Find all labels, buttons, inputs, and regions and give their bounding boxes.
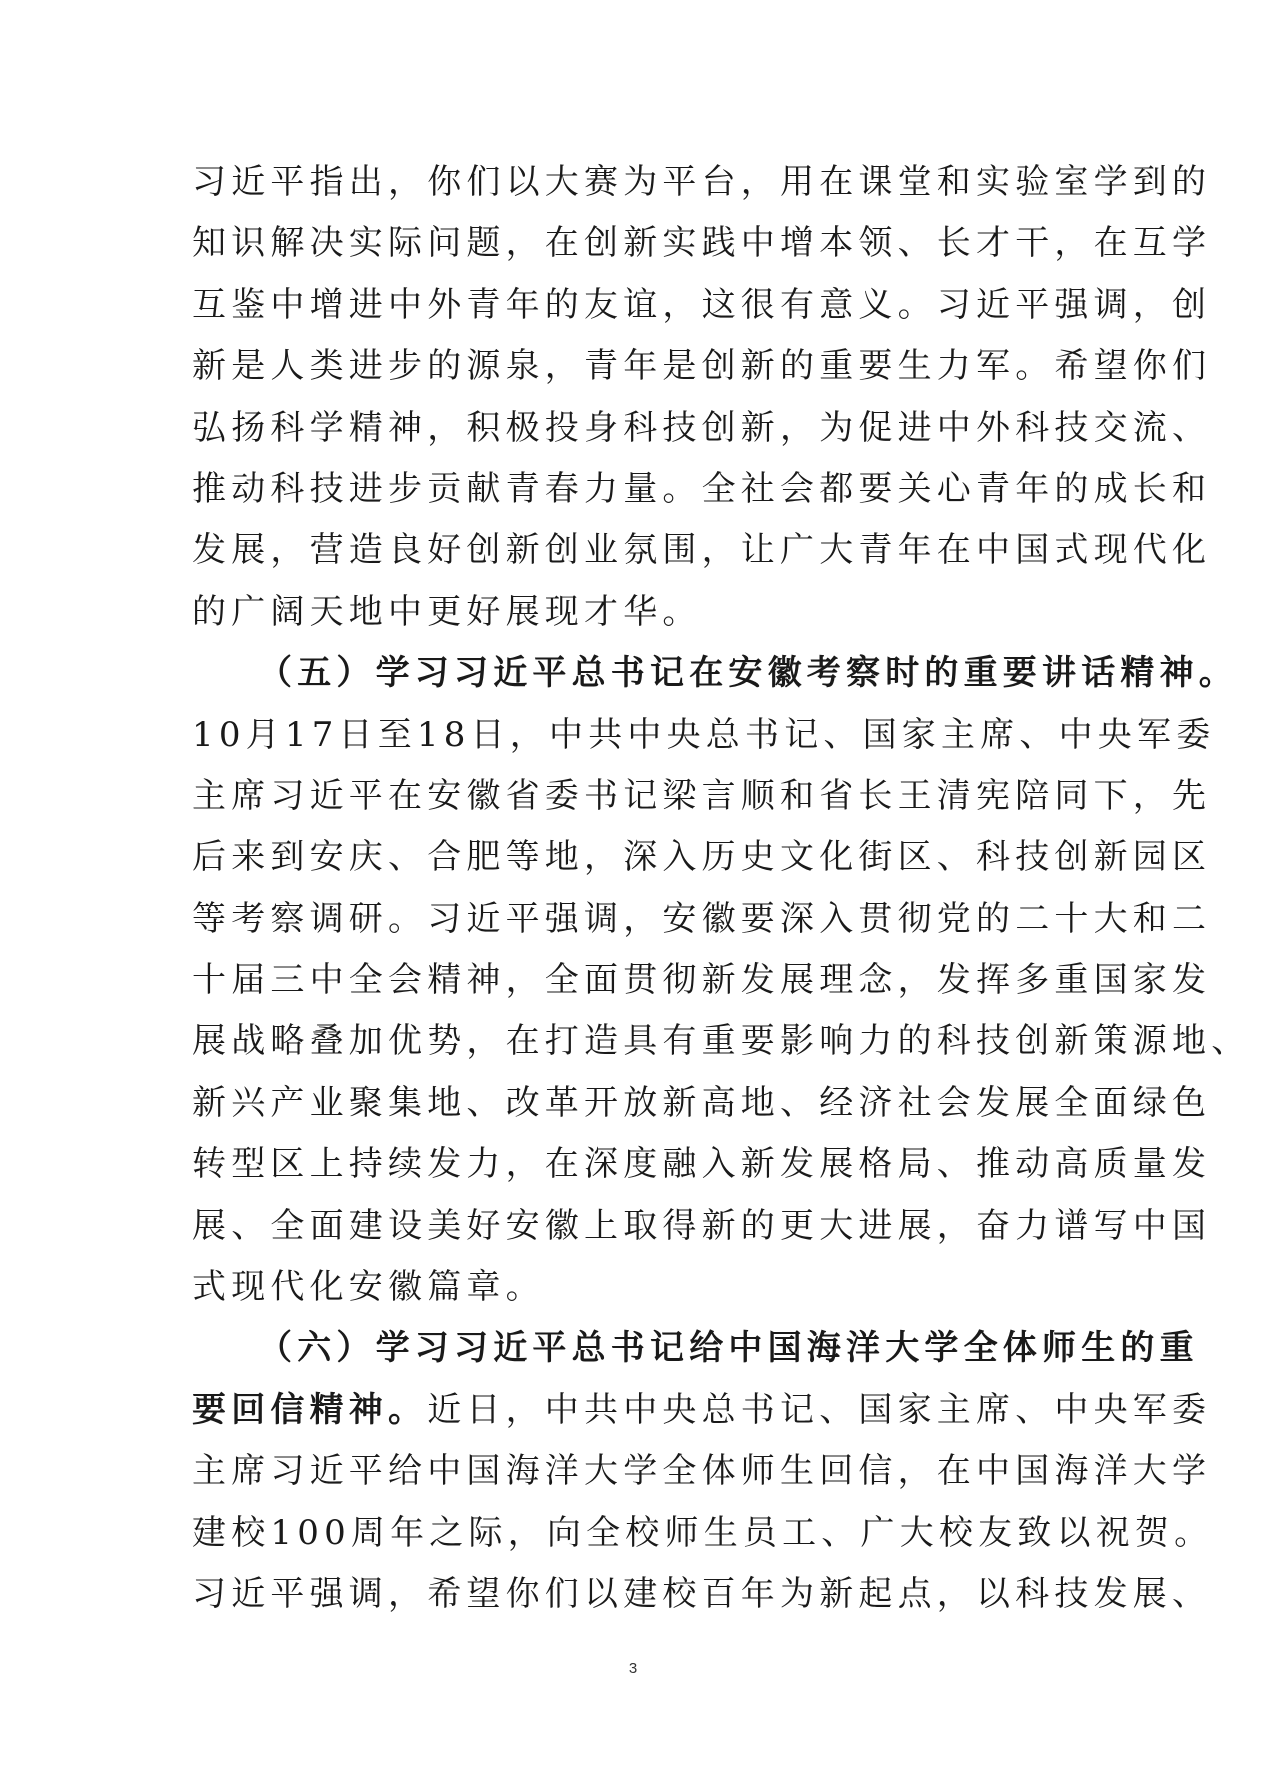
text-line: 弘扬科学精神，积极投身科技创新，为促进中外科技交流、 bbox=[192, 407, 1212, 448]
text-line: 习近平指出，你们以大赛为平台，用在课堂和实验室学到的 bbox=[192, 162, 1212, 202]
text-line: 的广阔天地中更好展现才华。 bbox=[192, 591, 702, 632]
section-heading-6: （六）学习习近平总书记给中国海洋大学全体师生的重 bbox=[258, 1328, 1199, 1369]
text-run: 近日，中共中央总书记、国家主席、中央军委 bbox=[427, 1389, 1212, 1430]
text-line: 习近平强调，希望你们以建校百年为新起点，以科技发展、 bbox=[192, 1573, 1212, 1614]
text-line: 新是人类进步的源泉，青年是创新的重要生力军。希望你们 bbox=[192, 346, 1212, 387]
text-line: 推动科技进步贡献青春力量。全社会都要关心青年的成长和 bbox=[192, 468, 1212, 509]
text-line: 新兴产业聚集地、改革开放新高地、经济社会发展全面绿色 bbox=[192, 1082, 1212, 1123]
text-line: 展战略叠加优势，在打造具有重要影响力的科技创新策源地、 bbox=[192, 1021, 1251, 1062]
text-line-mixed bbox=[192, 1380, 1212, 1441]
text-line: 主席习近平给中国海洋大学全体师生回信，在中国海洋大学 bbox=[192, 1451, 1212, 1492]
text-line: 知识解决实际问题，在创新实践中增本领、长才干，在互学 bbox=[192, 223, 1212, 264]
body-text bbox=[192, 152, 1251, 1625]
text-line: 式现代化安徽篇章。 bbox=[192, 1267, 545, 1308]
section-heading-5: （五）学习习近平总书记在安徽考察时的重要讲话精神。 bbox=[258, 653, 1238, 694]
text-line: 主席习近平在安徽省委书记梁言顺和省长王清宪陪同下，先 bbox=[192, 775, 1212, 816]
text-line: 等考察调研。习近平强调，安徽要深入贯彻党的二十大和二 bbox=[192, 898, 1212, 939]
text-line: 10月17日至18日，中共中央总书记、国家主席、中央军委 bbox=[192, 714, 1216, 755]
section-heading-6-end: 要回信精神。 bbox=[192, 1389, 428, 1430]
text-line: 后来到安庆、合肥等地，深入历史文化街区、科技创新园区 bbox=[192, 837, 1212, 878]
text-line: 发展，营造良好创新创业氛围，让广大青年在中国式现代化 bbox=[192, 530, 1212, 571]
text-line: 建校100周年之际，向全校师生员工、广大校友致以祝贺。 bbox=[192, 1512, 1214, 1553]
text-line: 转型区上持续发力，在深度融入新发展格局、推动高质量发 bbox=[192, 1144, 1212, 1185]
page-number: 3 bbox=[628, 1660, 638, 1677]
text-line: 十届三中全会精神，全面贯彻新发展理念，发挥多重国家发 bbox=[192, 960, 1212, 1001]
text-line: 互鉴中增进中外青年的友谊，这很有意义。习近平强调，创 bbox=[192, 284, 1212, 325]
text-line: 展、全面建设美好安徽上取得新的更大进展，奋力谱写中国 bbox=[192, 1205, 1212, 1246]
